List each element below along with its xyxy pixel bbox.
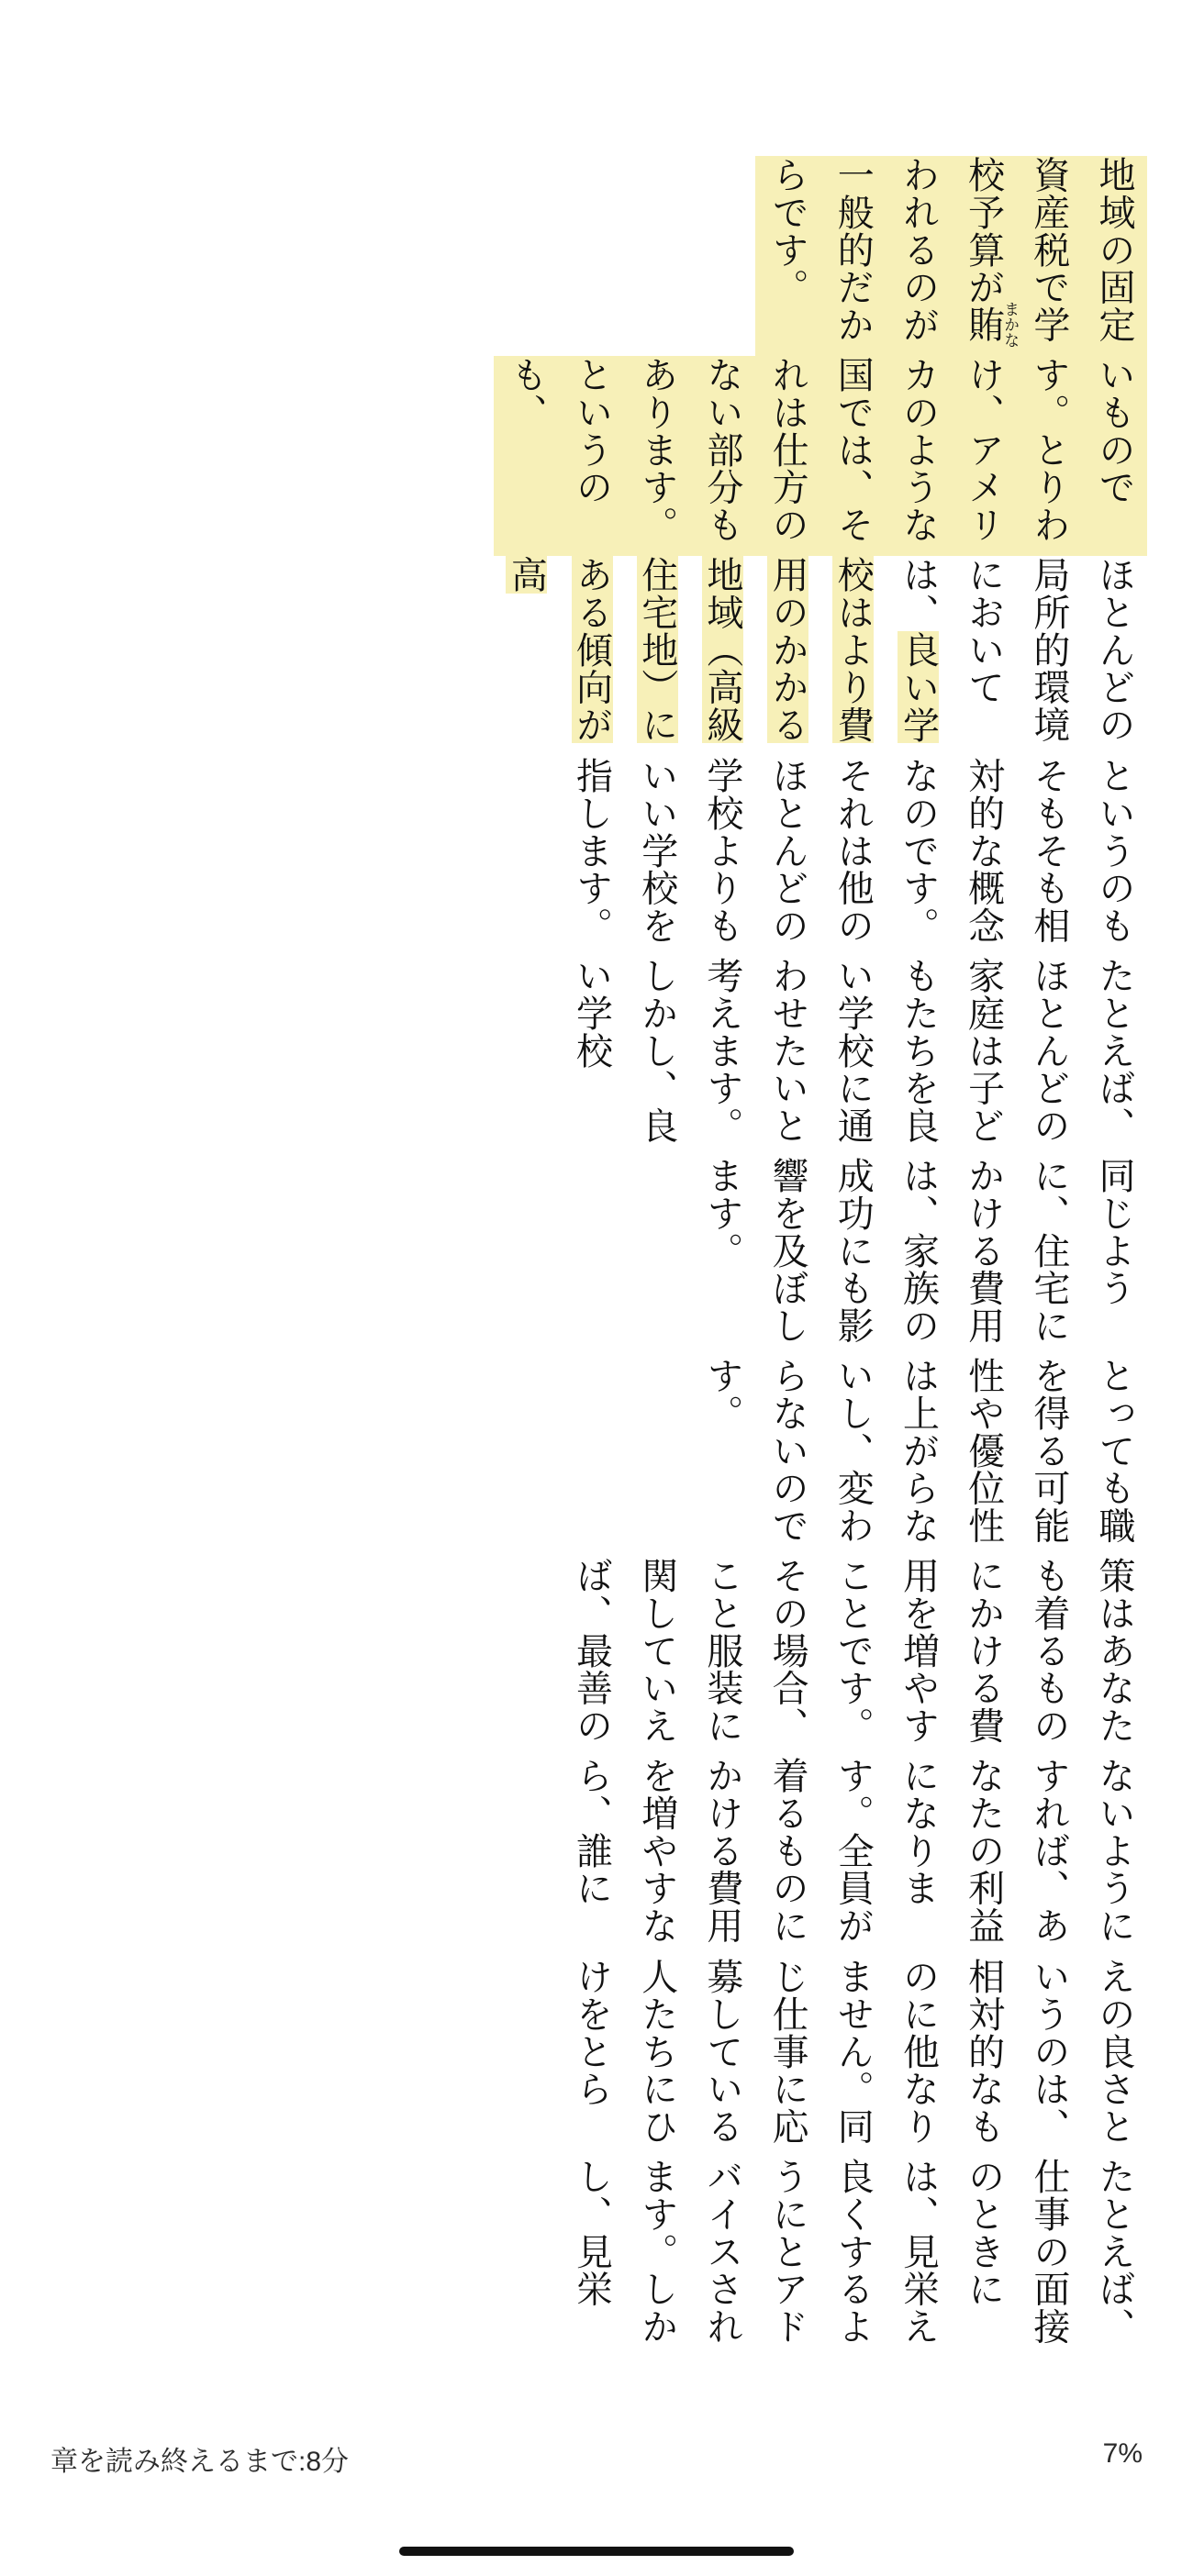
paragraph: ないようにすれば、あなたの利益になります。全員が着るものにかける費用を増やすなら、誰に xyxy=(571,1757,1135,1945)
paragraph: とっても職を得る可能性や優位性は上がらないし、変わらないのです。 xyxy=(701,1357,1135,1545)
ruby-annotation: 賄まかな xyxy=(963,301,1020,348)
paragraph: えの良さというのは、相対的なものに他なりません。同じ仕事に応募している人たちにひけをとら xyxy=(571,1957,1135,2145)
highlight-span[interactable]: 良い学校はより費用のかかる地域（高級住宅地）にある傾向が高 xyxy=(506,556,940,744)
paragraph: というのもそもそも相対的な概念なのです。それは他のほとんどの学校よりもいい学校を指します。 xyxy=(571,756,1135,944)
paragraph: 同じように、住宅にかける費用は、家族の成功にも影響を及ぼします。 xyxy=(701,1156,1135,1344)
ruby-reading: まかな xyxy=(1001,301,1020,348)
progress-percent-label: 7% xyxy=(1102,2438,1143,2469)
paragraph-partially-highlighted xyxy=(494,556,1147,756)
paragraph: 策はあなたも着るものにかける費用を増やすことです。その場合、こと服装に関していえば、最善の xyxy=(571,1557,1135,1745)
paragraph-plain-part: ほとんどの局所的環境においては、 xyxy=(898,556,1135,744)
reader-footer xyxy=(0,2438,1193,2493)
paragraph: たとえば、仕事の面接のときには、見栄え良くするようにとアドバイスされます。しかし、見栄 xyxy=(571,2157,1135,2345)
paragraph: たとえば、ほとんどの家庭は子どもたちを良い学校に通わせたいと考えます。しかし、良い学校 xyxy=(571,956,1135,1144)
reading-time-label: 章を読み終えるまで:8分 xyxy=(50,2447,350,2477)
book-text-body[interactable] xyxy=(55,156,1147,2358)
paragraph-highlighted-with-ruby[interactable]: 地域の固定資産税で学校予算が賄まかなわれるのが一般的だからです。 xyxy=(755,156,1147,356)
paragraph-highlighted[interactable]: いものです。とりわけ、アメリカのような国では、それは仕方のない部分もあります。というのも、 xyxy=(494,356,1147,556)
home-indicator[interactable] xyxy=(399,2547,794,2556)
